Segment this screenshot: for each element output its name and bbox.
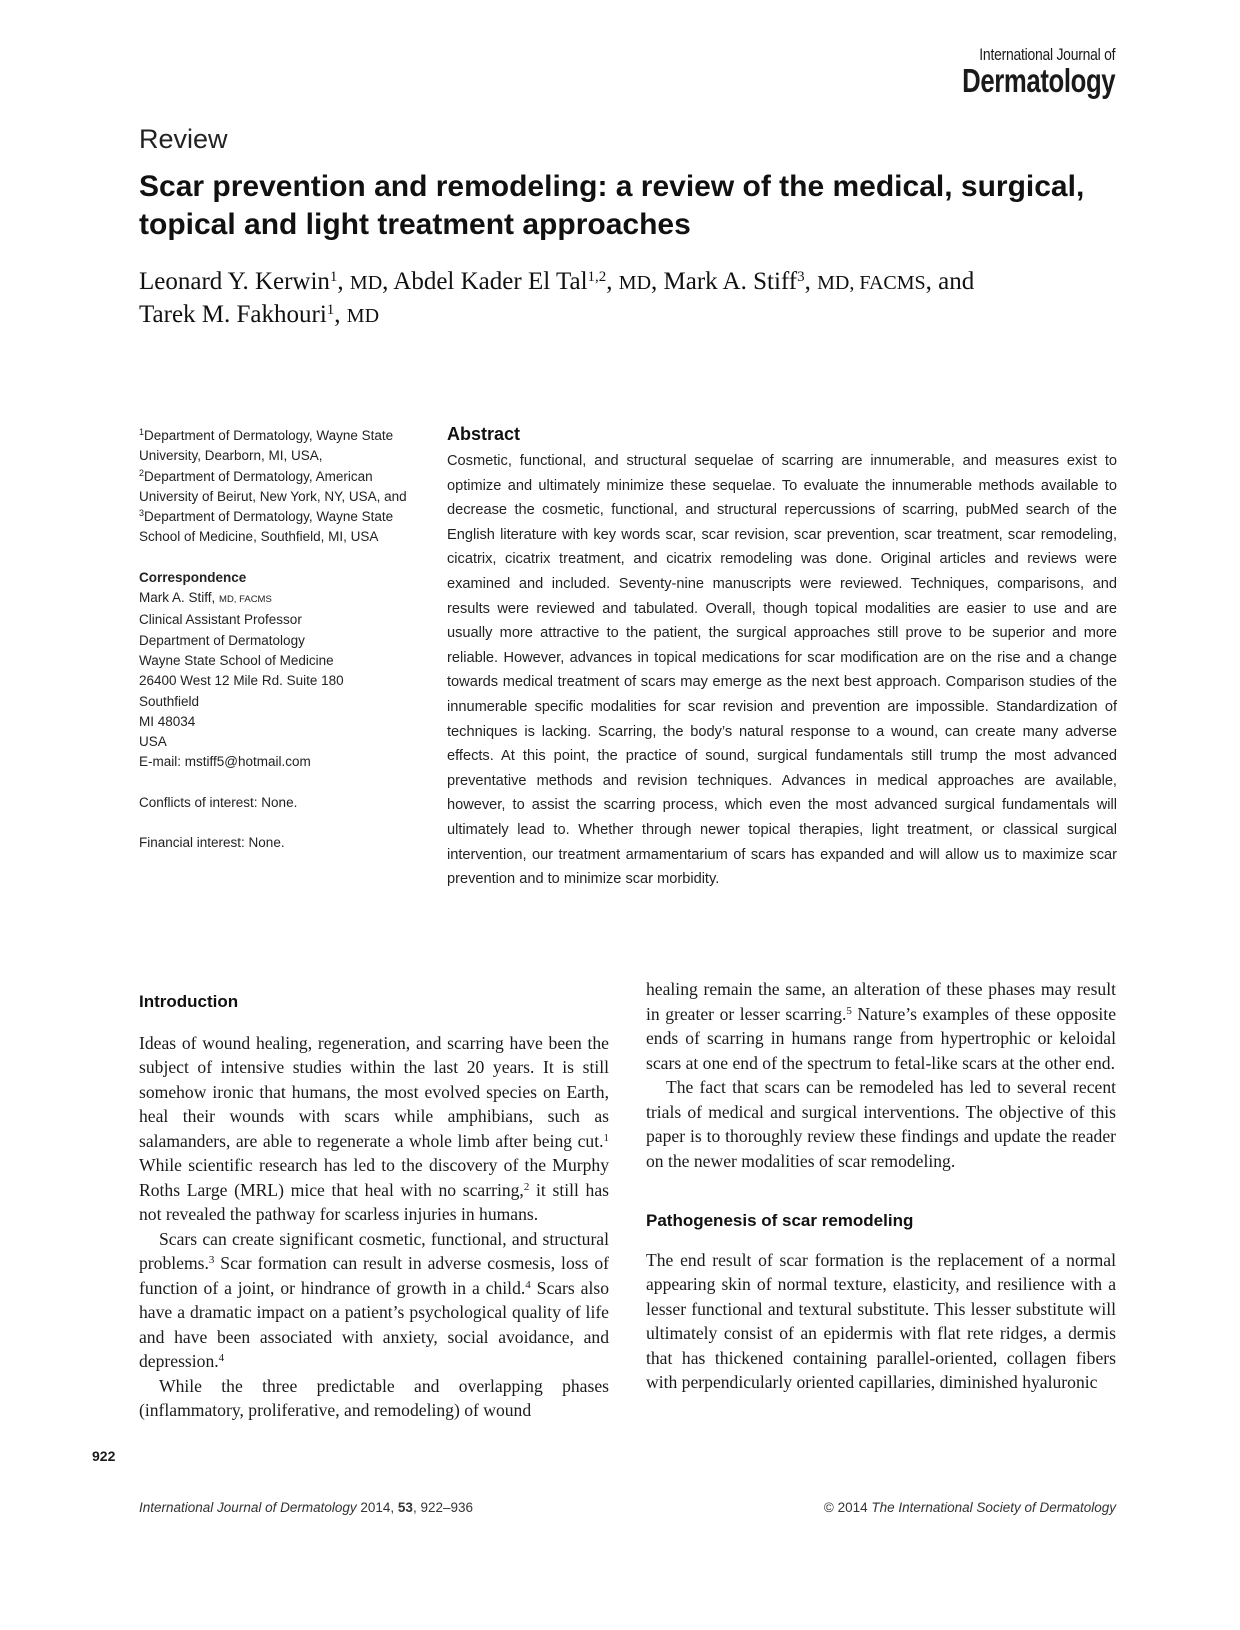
- correspondence-email: E-mail: mstiff5@hotmail.com: [139, 754, 311, 770]
- section-label: Review: [139, 124, 228, 154]
- correspondence-line: 26400 West 12 Mile Rd. Suite 180: [139, 673, 344, 689]
- correspondence-name-text: Mark A. Stiff,: [139, 590, 220, 606]
- correspondence-name: [139, 588, 419, 610]
- continued-paragraph: [646, 977, 1116, 1075]
- copyright-society: The International Society of Dermatology: [871, 1500, 1116, 1515]
- author-name: Mark A. Stiff: [663, 268, 798, 295]
- correspondence-line: Department of Dermatology: [139, 632, 305, 648]
- footer-year: 2014,: [356, 1500, 398, 1515]
- text-run: Nature’s examples of these opposite ends of scarring in humans range from hypertrophic or keloidal scars at one end of the spectrum to fetal-like scars at the other end.: [646, 1003, 1116, 1073]
- copyright-prefix: © 2014: [823, 1500, 872, 1515]
- citation-sup: 4: [525, 1278, 531, 1291]
- correspondence-line: Southfield: [139, 693, 200, 709]
- correspondence-line: Clinical Assistant Professor: [139, 612, 302, 628]
- journal-logo: [919, 46, 1115, 97]
- author-affiliation-sup: 1: [326, 302, 335, 318]
- citation-sup: 3: [208, 1254, 215, 1266]
- author-name: Abdel Kader El Tal: [393, 268, 588, 295]
- correspondence-line: USA: [139, 734, 167, 750]
- citation-sup: 2: [523, 1180, 530, 1193]
- footer-volume: 53: [397, 1500, 413, 1515]
- affiliation-sup: 1: [139, 427, 145, 437]
- abstract: [447, 424, 1117, 892]
- footer-copyright: [824, 1500, 1116, 1515]
- author-separator: ,: [651, 268, 664, 295]
- text-run: Ideas of wound healing, regeneration, and scarring have been the subject of intensive studies within the last 20 years. It is still somehow ironic that humans, the most evolved species on Earth, heal their wounds with scars while amphibians, such as salamanders, are able to regenerate a whole limb after being cut.: [139, 1032, 609, 1151]
- abstract-text: Cosmetic, functional, and structural sequelae of scarring are innumerable, and measures exist to optimize and ultimately minimize these sequelae. To evaluate the innumerable methods available to decrease the cosmetic, functional, and structural repercussions of scarring, pubMed search of the English literature with key words scar, scar revision, scar prevention, scar treatment, scar remodeling, cicatrix, cicatrix treatment, and cicatrix remodeling was done. Original articles and reviews were examined and included. Seventy-nine manuscripts were reviewed. Techniques, comparisons, and results were reviewed and tabulated. Overall, though topical modalities are easier to use and are usually more attractive to the patient, the surgical approaches still prove to be superior and more reliable. However, advances in topical medications for scar modification are on the rise and a change towards medical treatment of scars may emerge as the next best approach. Comparison studies of the innumerable specific modalities for scar revision and prevention are impossible. Standardization of techniques is lacking. Scarring, the body’s natural response to a wound, can create many adverse effects. At this point, the practice of sound, surgical fundamentals still trump the most advanced preventative methods and revision techniques. Advances in medical approaches are available, however, to assist the scarring process, which even the most advanced surgical fundamentals will ultimately lead to. Whether through newer topical therapies, light treatment, or classical surgical intervention, our treatment armamentarium of scars has expanded and will allow us to maximize scar prevention and to minimize scar morbidity.: [447, 453, 1117, 888]
- affiliation-sup: 3: [139, 508, 145, 519]
- pathogenesis-heading: Pathogenesis of scar remodeling: [646, 1211, 914, 1230]
- body-column-left: [139, 990, 609, 1423]
- footer-journal-name: International Journal of Dermatology: [139, 1500, 357, 1515]
- text-run: healing remain the same, an alteration of these phases may result in greater or lesser scarring.: [646, 979, 1116, 1024]
- pathogenesis-paragraph: The end result of scar formation is the replacement of a normal appearing skin of normal texture, elasticity, and resilience with a lesser functional and textural substitute. This lesser substitute will ultimately consist of an epidermis with flat rete ridges, a dermis that has thickened containing parallel-oriented, collagen fibers with perpendicularly oriented capillaries, diminished hyaluronic: [646, 1249, 1116, 1392]
- text-run: it still has not revealed the pathway for scarless injuries in humans.: [139, 1179, 610, 1224]
- page-number: 922: [92, 1448, 116, 1464]
- correspondence-line: MI 48034: [139, 713, 196, 729]
- author-affiliation-sup: 3: [797, 269, 805, 285]
- intro-paragraph-3: While the three predictable and overlapping phases (inflammatory, proliferative, and remodeling) of wound: [139, 1375, 609, 1420]
- text-run: Scar formation can result in adverse cosmesis, loss of function of a joint, or hindrance of growth in a child.: [139, 1253, 609, 1298]
- text-run: Scars also have a dramatic impact on a patient’s psychological quality of life and have been associated with anxiety, social avoidance, and depression.: [139, 1277, 609, 1371]
- affiliation-text: Department of Dermatology, Wayne State University, Dearborn, MI, USA,: [139, 428, 394, 464]
- affiliation-sidebar: [139, 426, 419, 853]
- affiliation-text: Department of Dermatology, Wayne State School of Medicine, Southfield, MI, USA: [139, 509, 394, 545]
- author-separator: ,: [382, 268, 394, 295]
- introduction-heading: Introduction: [139, 992, 239, 1011]
- objective-paragraph: The fact that scars can be remodeled has led to several recent trials of medical and surgical interventions. The objective of this paper is to thoroughly review these findings and update the reader on the newer modalities of scar remodeling.: [646, 1077, 1116, 1171]
- author-affiliation-sup: 1,2: [587, 269, 607, 285]
- correspondence-line: Wayne State School of Medicine: [139, 652, 334, 668]
- abstract-heading: Abstract: [447, 424, 521, 444]
- affiliation-text: Department of Dermatology, American University of Beirut, New York, NY, USA, and: [139, 468, 407, 504]
- intro-paragraph-1: [139, 1031, 609, 1227]
- correspondence-degree: MD, FACMS: [219, 594, 272, 606]
- body-column-right: [646, 977, 1116, 1395]
- author-name: Tarek M. Fakhouri: [139, 301, 327, 328]
- text-run: Scars can create significant cosmetic, functional, and structural problems.: [139, 1228, 609, 1273]
- author-degree: MD: [346, 305, 380, 327]
- correspondence-heading: Correspondence: [139, 569, 247, 585]
- author-name: Leonard Y. Kerwin: [139, 268, 330, 295]
- journal-logo-line2: Dermatology: [961, 62, 1115, 99]
- citation-sup: 1: [603, 1131, 609, 1144]
- intro-paragraph-2: [139, 1227, 609, 1374]
- author-list: Leonard Y. Kerwin$^1$, MD, Abdel Kader El Tal$^{1,2}$, MD, Mark A. Stiff$^3$, MD, FACMS, and Tarek M. Fakhouri$^1$, MD: [139, 268, 975, 328]
- author-affiliation-sup: 1: [329, 269, 338, 285]
- footer-pages: , 922–936: [412, 1500, 474, 1515]
- citation-sup: 4: [218, 1352, 225, 1364]
- conflicts-statement: Conflicts of interest: None.: [139, 794, 298, 810]
- author-degree: MD: [349, 272, 383, 294]
- financial-statement: Financial interest: None.: [139, 835, 285, 851]
- affiliations: [139, 426, 419, 548]
- citation-sup: 5: [846, 1004, 852, 1017]
- author-separator: , and: [925, 268, 975, 295]
- author-degree: MD: [618, 272, 652, 294]
- affiliation-sup: 2: [139, 467, 145, 478]
- footer-citation: [139, 1500, 473, 1515]
- author-degree: MD, FACMS: [817, 272, 926, 294]
- journal-logo-line1: International Journal of: [979, 45, 1115, 64]
- text-run: While scientific research has led to the discovery of the Murphy Roths Large (MRL) mice that heal with no scarring,: [139, 1155, 609, 1200]
- article-title: Scar prevention and remodeling: a review of the medical, surgical, topical and light treatment approaches: [139, 170, 1085, 241]
